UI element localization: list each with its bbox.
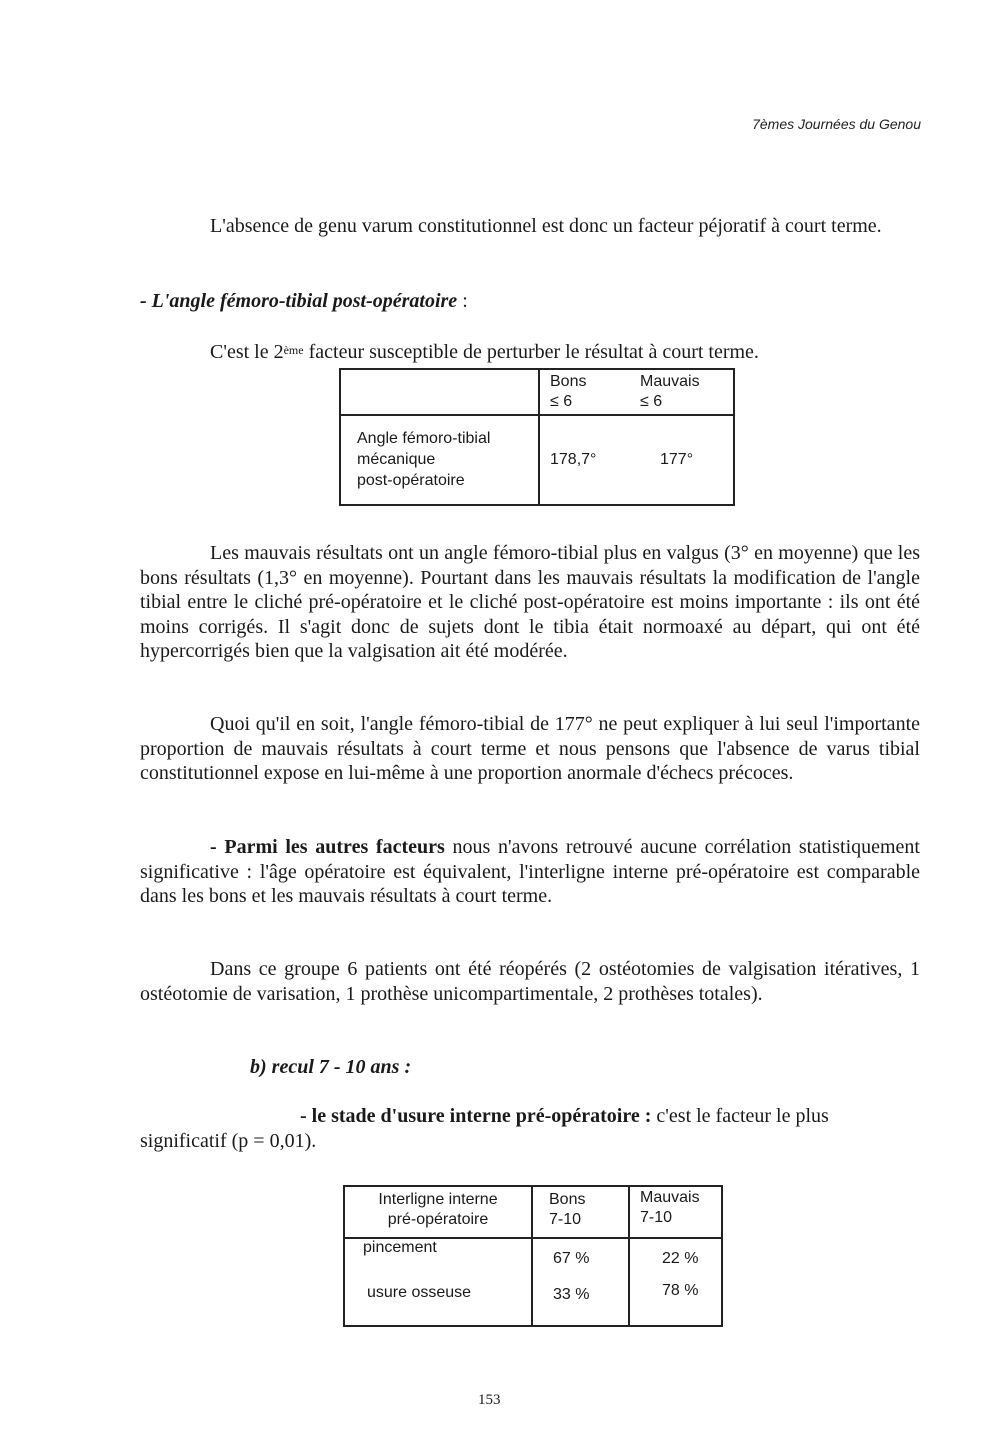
paragraph-stade-usure: - le stade d'usure interne pré-opératoire : c'est le facteur le plus significatif (p = 0,01). xyxy=(140,1105,829,1152)
section-heading-recul: b) recul 7 - 10 ans : xyxy=(250,1056,412,1078)
paragraph-reoperes: Dans ce groupe 6 patients ont été réopérés (2 ostéotomies de valgisation itératives, 1 ostéotomie de varisation, 1 prothèse unicompartimentale, 2 prothèses totales). xyxy=(140,958,920,1005)
running-header: 7èmes Journées du Genou xyxy=(752,116,921,132)
table1-row-label: Angle fémoro-tibial mécanique post-opératoire xyxy=(340,415,539,505)
table-row xyxy=(344,1238,722,1278)
paragraph-mauvais-resultats: Les mauvais résultats ont un angle fémoro-tibial plus en valgus (3° en moyenne) que les bons résultats (1,3° en moyenne). Pourtant dans les mauvais résultats la modification de l'angle tibial entre le cliché pré-opératoire et le cliché post-opératoire est moins importante : ils ont été moins corrigés. Il s'agit donc de sujets dont le tibia était normoaxé au départ, qui ont été hypercorrigés bien que la valgisation ait été modérée. xyxy=(140,542,920,662)
table2-row-label: usure osseuse xyxy=(344,1278,532,1326)
table1-cell-mauvais: 177° xyxy=(630,415,734,505)
table1-header-empty xyxy=(340,369,539,415)
paragraph-second-factor: C'est le 2ème facteur susceptible de perturber le résultat à court terme. xyxy=(210,341,759,363)
table1-cell-bons: 178,7° xyxy=(539,415,630,505)
page-number: 153 xyxy=(478,1392,501,1408)
paragraph-quoi-quil-en-soit: Quoi qu'il en soit, l'angle fémoro-tibial de 177° ne peut expliquer à lui seul l'importante proportion de mauvais résultats à court terme et nous pensons que l'absence de varus tibial constitutionnel expose en lui-même à une proportion anormale d'échecs précoces. xyxy=(140,713,920,784)
table1-header-bons: Bons ≤ 6 xyxy=(539,369,630,415)
table-interligne-interne xyxy=(343,1185,723,1327)
table2-row-label: pincement xyxy=(344,1238,532,1278)
table2-header-bons: Bons 7-10 xyxy=(532,1186,629,1238)
section-heading-angle: - L'angle fémoro-tibial post-opératoire : xyxy=(140,290,468,312)
paragraph-genu-varum: L'absence de genu varum constitutionnel est donc un facteur péjoratif à court terme. xyxy=(210,215,882,237)
table2-header-label: Interligne interne pré-opératoire xyxy=(344,1186,532,1238)
table2-header-mauvais: Mauvais 7-10 xyxy=(629,1186,722,1238)
table2-cell-bons: 33 % xyxy=(532,1278,629,1326)
table1-header-mauvais: Mauvais ≤ 6 xyxy=(630,369,734,415)
table-row xyxy=(344,1278,722,1326)
paragraph-autres-facteurs: - Parmi les autres facteurs nous n'avons retrouvé aucune corrélation statistiquement significative : l'âge opératoire est équivalent, l'interligne interne pré-opératoire est comparable dans les bons et les mauvais résultats à court terme. xyxy=(140,836,920,907)
table-angle-femoro-tibial xyxy=(339,368,735,506)
table2-cell-mauvais: 22 % xyxy=(629,1238,722,1278)
table2-cell-bons: 67 % xyxy=(532,1238,629,1278)
table2-cell-mauvais: 78 % xyxy=(629,1278,722,1326)
